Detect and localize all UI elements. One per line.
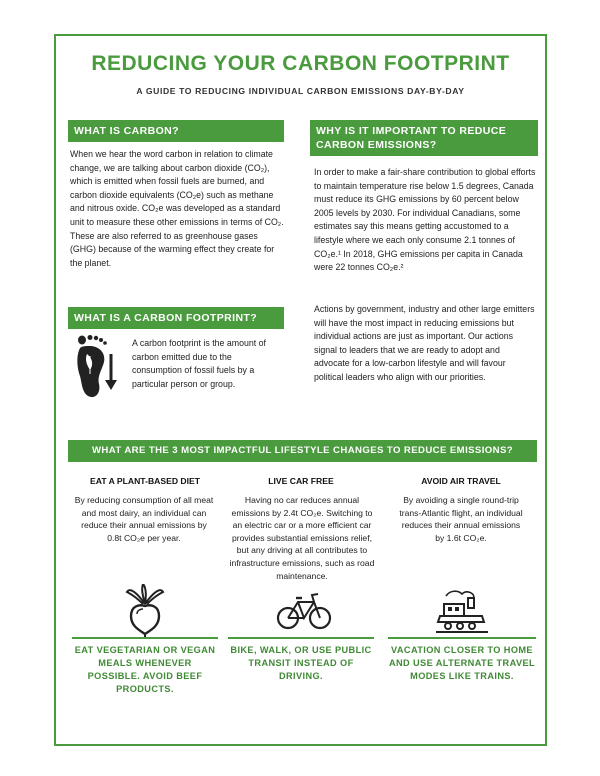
tip-plant-diet: EAT VEGETARIAN OR VEGAN MEALS WHENEVER POSSIBLE. AVOID BEEF PRODUCTS. [72,637,218,696]
column-text-air-travel: By avoiding a single round-trip trans-Atlantic flight, an individual reduces their annual emissions by 1.6t CO₂e. [399,495,523,543]
tip-car-free: BIKE, WALK, OR USE PUBLIC TRANSIT INSTEAD OF DRIVING. [228,637,374,683]
what-is-carbon-text: When we hear the word carbon in relation to climate change, we are talking about carbon dioxide (CO₂), which is emitted when fossil fuels are burned, and carbon dioxide equivalents (CO₂e) such as methane and nitrous oxide. CO₂e was developed as a standard unit to measure these other emissions in terms of CO₂. These are also referred to as greenhouse gases (GHG) because of the warming effect they create for the planet. [70,149,284,268]
page-title: REDUCING YOUR CARBON FOOTPRINT [91,52,510,75]
column-title-plant-diet: EAT A PLANT-BASED DIET [90,476,200,486]
section-heading-why-important: WHY IS IT IMPORTANT TO REDUCE CARBON EMISSIONS? [310,120,538,156]
carbon-footprint-text: A carbon footprint is the amount of carbon emitted due to the consumption of fossil fuels by a particular person or group. [132,338,266,389]
tip-air-travel: VACATION CLOSER TO HOME AND USE ALTERNATE TRAVEL MODES LIKE TRAINS. [388,637,536,683]
column-title-air-travel: AVOID AIR TRAVEL [421,476,501,486]
page-frame [54,34,547,746]
column-text-car-free: Having no car reduces annual emissions by 2.4t CO₂e. Switching to an electric car or a more efficient car provides substantial emissions relief, but any driving at all contributes to infrastructure emissions, such as road maintenance. [229,495,375,581]
why-important-text-2: Actions by government, industry and other large emitters will have the most impact in reducing emissions but individual actions are just as important. Our actions signal to leaders that we are ready to adopt and advocate for a low-carbon lifestyle and will favour political leaders who align with our priorities. [314,304,535,382]
column-title-car-free: LIVE CAR FREE [268,476,334,486]
section-heading-carbon-footprint: WHAT IS A CARBON FOOTPRINT? [68,307,284,329]
section-heading-lifestyle: WHAT ARE THE 3 MOST IMPACTFUL LIFESTYLE CHANGES TO REDUCE EMISSIONS? [68,440,537,462]
column-text-plant-diet: By reducing consumption of all meat and most dairy, an individual can reduce their annual emissions by 0.8t CO₂e per year. [74,495,214,543]
beet-icon [121,584,169,638]
bicycle-icon [276,590,332,632]
footprint-down-arrow-icon [74,334,118,400]
section-heading-what-is-carbon: WHAT IS CARBON? [68,120,284,142]
why-important-text-1: In order to make a fair-share contribution to global efforts to maintain temperature rise below 1.5 degrees, Canada must reduce its GHG emissions by 60 percent below 2005 levels by 2030. For individual Canadians, some estimates say this means getting accustomed to a lifestyle where we each only consume 2.1 tonnes of CO₂e.¹ In 2018, GHG emissions per capita in Canada were 22 tonnes CO₂e.² [314,167,536,273]
page-subtitle: A GUIDE TO REDUCING INDIVIDUAL CARBON EMISSIONS DAY-BY-DAY [136,86,465,96]
train-icon [436,588,488,634]
